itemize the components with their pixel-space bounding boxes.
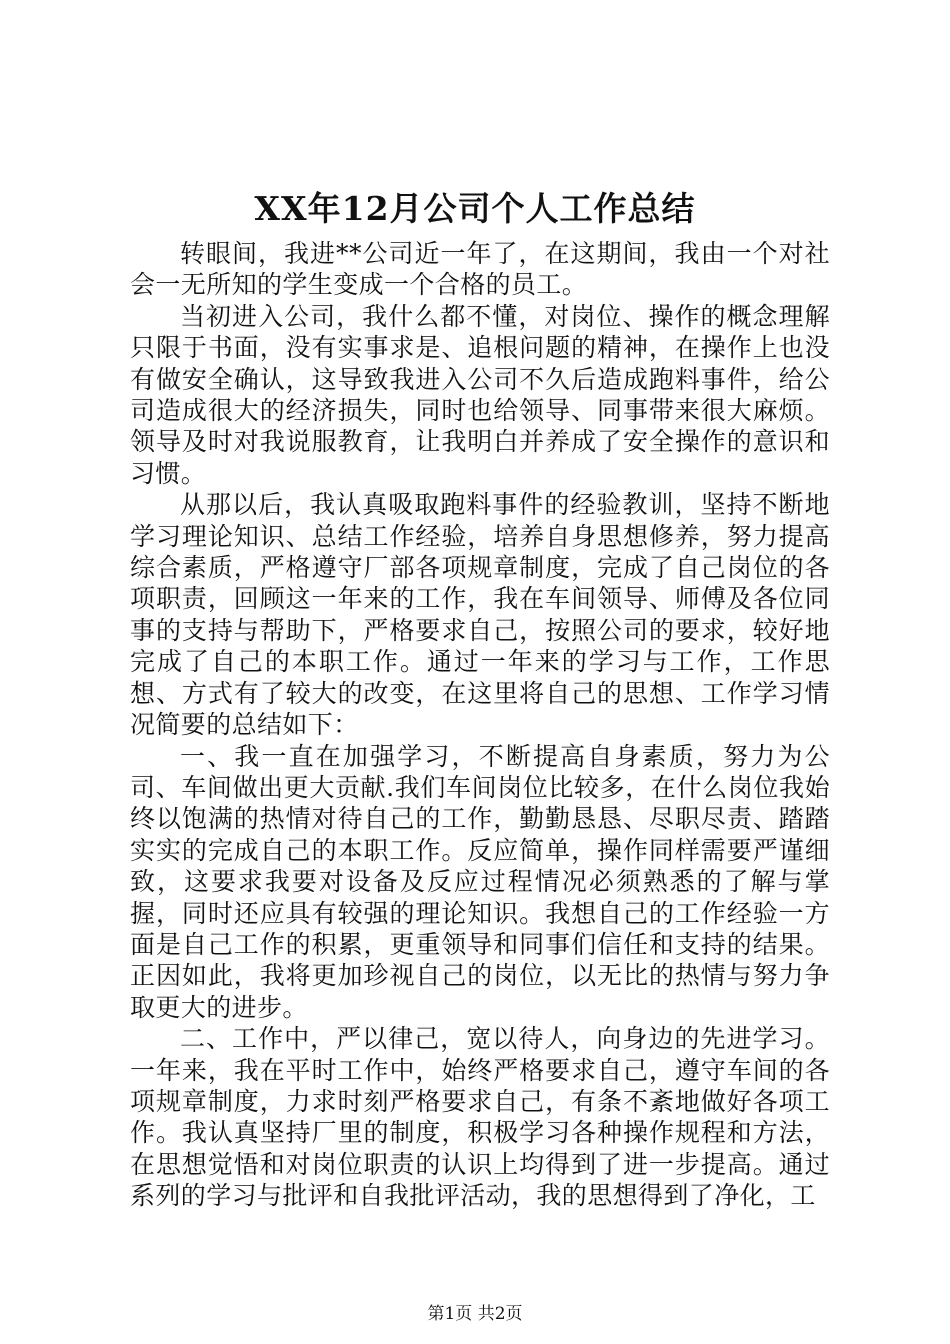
paragraph-intro: 转眼间，我进**公司近一年了，在这期间，我由一个对社会一无所知的学生变成一个合格的员工。 [130,239,830,300]
paragraph-since-then: 从那以后，我认真吸取跑料事件的经验教训，坚持不断地学习理论知识、总结工作经验，培养自身思想修养，努力提高综合素质，严格遵守厂部各项规章制度，完成了自己岗位的各项职责，回顾这一年来的工作，我在车间领导、师傅及各位同事的支持与帮助下，严格要求自己，按照公司的要求，较好地完成了自己的本职工作。通过一年来的学习与工作，工作思想、方式有了较大的改变，在这里将自己的思想、工作学习情况简要的总结如下： [130,490,830,740]
paragraph-point-one: 一、我一直在加强学习，不断提高自身素质，努力为公司、车间做出更大贡献.我们车间岗位比较多，在什么岗位我始终以饱满的热情对待自己的工作，勤勤恳恳、尽职尽责、踏踏实实的完成自己的本职工作。反应简单，操作同样需要严谨细致，这要求我要对设备及反应过程情况必须熟悉的了解与掌握，同时还应具有较强的理论知识。我想自己的工作经验一方面是自己工作的积累，更重领导和同事们信任和支持的结果。正因如此，我将更加珍视自己的岗位，以无比的热情与努力争取更大的进步。 [130,741,830,1022]
paragraph-point-two: 二、工作中，严以律己，宽以待人，向身边的先进学习。一年来，我在平时工作中，始终严格要求自己，遵守车间的各项规章制度，力求时刻严格要求自己，有条不紊地做好各项工作。我认真坚持厂里的制度，积极学习各种操作规程和方法，在思想觉悟和对岗位职责的认识上均得到了进一步提高。通过系列的学习与批评和自我批评活动，我的思想得到了净化，工 [130,1024,830,1211]
paragraph-beginning: 当初进入公司，我什么都不懂，对岗位、操作的概念理解只限于书面，没有实事求是、追根问题的精神，在操作上也没有做安全确认，这导致我进入公司不久后造成跑料事件，给公司造成很大的经济损失，同时也给领导、同事带来很大麻烦。领导及时对我说服教育，让我明白并养成了安全操作的意识和习惯。 [130,301,830,488]
page-number-footer: 第1页 共2页 [427,1304,523,1324]
document-title: XX年12月公司个人工作总结 [254,189,696,228]
document-body [130,238,830,1212]
